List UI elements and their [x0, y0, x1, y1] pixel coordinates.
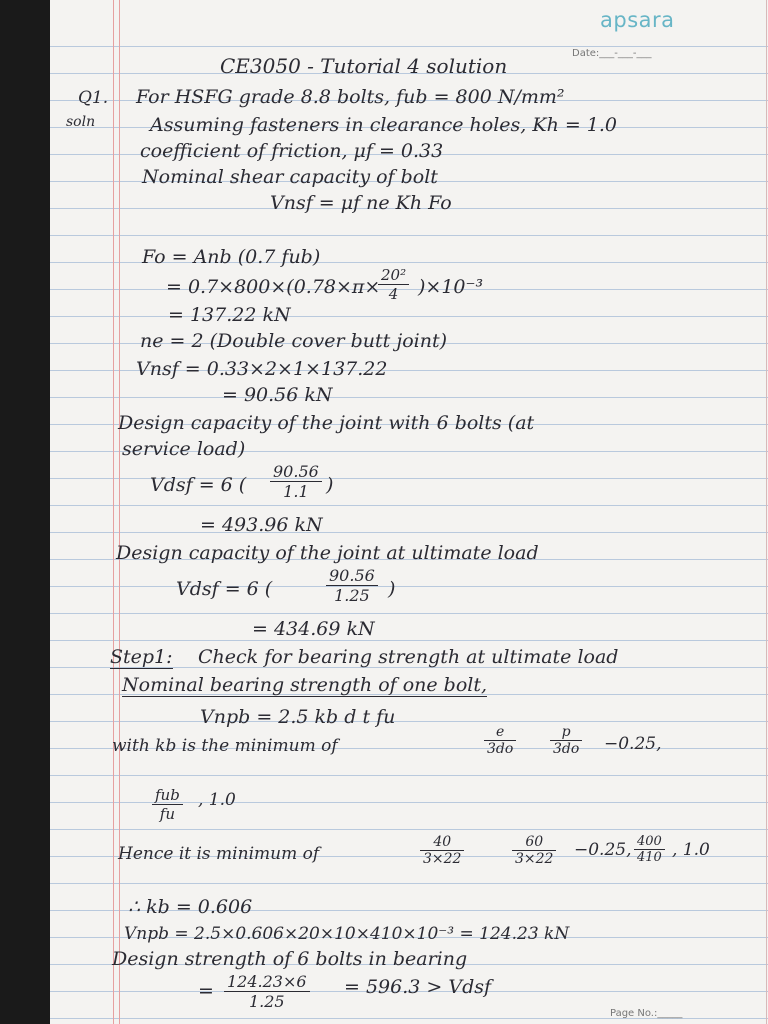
margin-line-right — [766, 0, 767, 1024]
line-2: Assuming fasteners in clearance holes, Kh = 1.0 — [150, 114, 618, 136]
fraction — [634, 834, 665, 865]
fraction-denominator: 3×22 — [515, 851, 554, 867]
fraction-denominator: 1.25 — [334, 586, 370, 605]
fraction-denominator: 1.1 — [283, 482, 309, 501]
line-24a: Hence it is minimum of — [118, 844, 320, 864]
fraction-denominator: fu — [159, 805, 176, 823]
fraction — [484, 724, 516, 757]
line-13: service load) — [122, 438, 246, 460]
line-12: Design capacity of the joint with 6 bolts (at — [118, 412, 535, 434]
line-17a: Vdsf = 6 ( — [176, 578, 273, 600]
fraction-denominator: 4 — [388, 285, 399, 303]
fraction-numerator: p — [550, 724, 582, 741]
line-28-eq: = — [198, 980, 214, 1002]
line-9: ne = 2 (Double cover butt joint) — [140, 330, 448, 352]
line-22b: −0.25, — [604, 734, 662, 754]
line-28b: = 596.3 > Vdsf — [344, 976, 492, 998]
fraction-numerator: 90.56 — [270, 462, 322, 482]
page-title: CE3050 - Tutorial 4 solution — [220, 54, 508, 78]
fraction — [270, 462, 322, 501]
date-field: Date:___-___-___ — [572, 48, 652, 59]
line-10: Vnsf = 0.33×2×1×137.22 — [136, 358, 388, 380]
page-number-field: Page No.:_____ — [610, 1008, 683, 1019]
fraction — [152, 786, 183, 823]
solution-label: soln — [66, 114, 96, 130]
fraction-numerator: 124.23×6 — [224, 972, 310, 992]
fraction-denominator: 3do — [487, 741, 514, 757]
fraction-numerator: 90.56 — [326, 566, 378, 586]
fraction-denominator: 3×22 — [423, 851, 462, 867]
margin-line — [119, 0, 120, 1024]
line-6: Fo = Anb (0.7 fub) — [142, 246, 321, 268]
fraction — [224, 972, 310, 1011]
margin-line — [113, 0, 114, 1024]
line-3: coefficient of friction, μf = 0.33 — [140, 140, 444, 162]
line-23b: , 1.0 — [198, 790, 236, 810]
line-27: Design strength of 6 bolts in bearing — [112, 948, 468, 970]
fraction-denominator: 3do — [553, 741, 580, 757]
line-22a: with kb is the minimum of — [112, 736, 338, 756]
fraction-numerator: 60 — [512, 834, 556, 851]
fraction-denominator: 1.25 — [248, 992, 285, 1011]
question-number: Q1. — [78, 88, 109, 108]
line-7b: )×10⁻³ — [418, 276, 484, 298]
fraction — [326, 566, 378, 605]
step-label: Step1: — [110, 646, 173, 668]
line-21: Vnpb = 2.5 kb d t fu — [200, 706, 396, 728]
line-11: = 90.56 kN — [222, 384, 333, 406]
line-24c: , 1.0 — [672, 840, 710, 860]
brand-logo: apsara — [600, 8, 675, 32]
line-18: = 434.69 kN — [252, 618, 375, 640]
line-17b: ) — [388, 578, 396, 600]
fraction-numerator: 400 — [634, 834, 665, 850]
line-14a: Vdsf = 6 ( — [150, 474, 247, 496]
line-24b: −0.25, — [574, 840, 632, 860]
line-7a: = 0.7×800×(0.78×π× — [166, 276, 381, 298]
fraction — [550, 724, 582, 757]
line-14b: ) — [326, 474, 334, 496]
fraction-numerator: fub — [152, 786, 183, 805]
line-16: Design capacity of the joint at ultimate load — [116, 542, 539, 564]
line-1: For HSFG grade 8.8 bolts, fub = 800 N/mm² — [136, 86, 565, 108]
line-25: ∴ kb = 0.606 — [128, 896, 253, 918]
line-4: Nominal shear capacity of bolt — [142, 166, 438, 188]
line-20: Nominal bearing strength of one bolt, — [122, 674, 488, 696]
fraction-area — [378, 266, 409, 303]
fraction — [512, 834, 556, 867]
fraction — [420, 834, 464, 867]
fraction-denominator: 410 — [637, 850, 662, 865]
line-8: = 137.22 kN — [168, 304, 291, 326]
line-15: = 493.96 kN — [200, 514, 323, 536]
line-26: Vnpb = 2.5×0.606×20×10×410×10⁻³ = 124.23 kN — [124, 924, 570, 944]
line-19: Check for bearing strength at ultimate load — [198, 646, 619, 668]
fraction-numerator: 40 — [420, 834, 464, 851]
fraction-numerator: e — [484, 724, 516, 741]
fraction-numerator: 20² — [378, 266, 409, 285]
line-5: Vnsf = μf ne Kh Fo — [270, 192, 452, 214]
